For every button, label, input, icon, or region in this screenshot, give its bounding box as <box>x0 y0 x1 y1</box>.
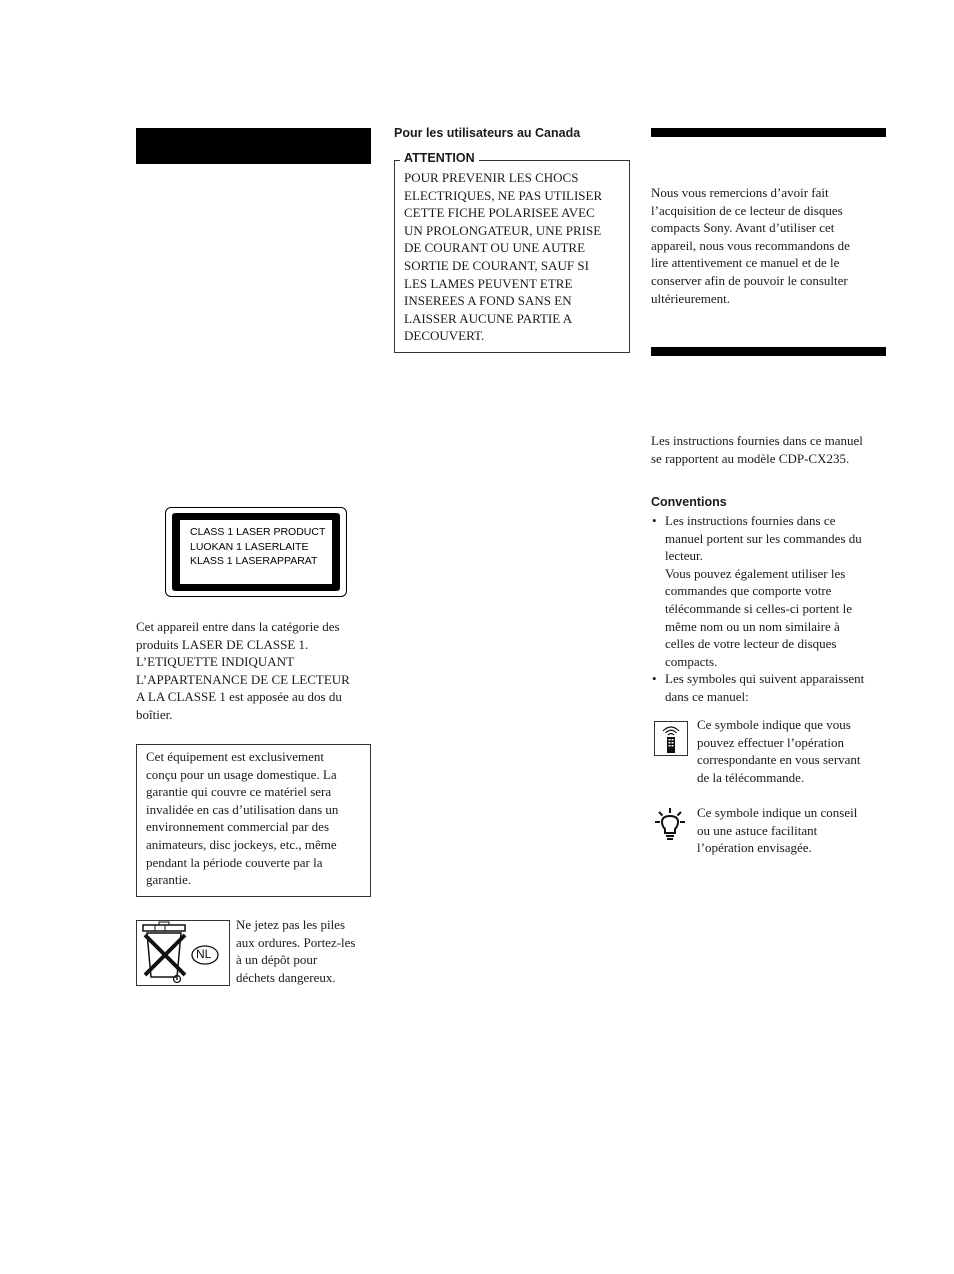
attention-text <box>404 169 626 345</box>
text-line: Vous pouvez également utiliser les <box>665 565 846 581</box>
text-line: l’opération envisagée. <box>697 840 812 856</box>
conventions-list <box>651 512 887 706</box>
text-line: POUR PREVENIR LES CHOCS <box>404 170 579 185</box>
text-line: conçu pour un usage domestique. La <box>146 766 337 782</box>
battery-disposal-symbol <box>136 920 230 986</box>
text-line: télécommande si celles-ci portent le <box>665 600 852 616</box>
attention-label: ATTENTION <box>400 151 479 165</box>
text-line: Ce symbole indique que vous <box>697 717 851 732</box>
text-line: lecteur. <box>665 548 703 564</box>
text-line: DE COURANT OU UNE AUTRE <box>404 240 586 256</box>
text-line: celles de votre lecteur de disques <box>665 636 837 652</box>
text-line: animateurs, disc jockeys, etc., même <box>146 836 337 852</box>
text-line: ultérieurement. <box>651 290 731 306</box>
text-line: Cet équipement est exclusivement <box>146 749 324 764</box>
conventions-heading: Conventions <box>651 495 727 509</box>
section-divider-bar <box>651 347 886 356</box>
bullet-mark: • <box>652 513 657 528</box>
text-line: garantie qui couvre ce matériel sera <box>146 784 332 800</box>
remote-symbol-description <box>697 716 887 786</box>
list-item <box>651 512 887 565</box>
text-line: se rapportent au modèle CDP-CX235. <box>651 450 850 466</box>
text-line: compacts. <box>665 653 718 669</box>
text-line: L’ETIQUETTE INDIQUANT <box>136 654 295 670</box>
tip-symbol-description <box>697 804 887 857</box>
text-line: dans ce manuel: <box>665 688 749 704</box>
model-paragraph <box>651 432 887 467</box>
text-line: appareil, nous vous recommandons de <box>651 237 850 253</box>
laser-label-line: KLASS 1 LASERAPPARAT <box>190 555 318 567</box>
text-line: invalidée en cas d’utilisation dans un <box>146 801 339 817</box>
text-line: SORTIE DE COURANT, SAUF SI <box>404 257 589 273</box>
remote-control-icon <box>654 721 688 756</box>
section-header-bar <box>136 128 371 164</box>
warranty-notice-box <box>136 744 371 897</box>
text-line: Nous vous remercions d’avoir fait <box>651 185 829 200</box>
text-line: DECOUVERT. <box>404 328 485 344</box>
text-line: l’acquisition de ce lecteur de disques <box>651 202 843 218</box>
text-line: Les instructions fournies dans ce <box>665 513 836 528</box>
text-line: UN PROLONGATEUR, UNE PRISE <box>404 222 602 238</box>
laser-class-paragraph <box>136 618 372 724</box>
battery-country-badge: NL <box>196 947 212 961</box>
text-line: conserver afin de pouvoir le consulter <box>651 272 848 288</box>
laser-label-line: CLASS 1 LASER PRODUCT <box>190 526 326 538</box>
laser-class-label <box>180 520 332 584</box>
crossed-bin-icon <box>137 921 229 985</box>
text-line: L’APPARTENANCE DE CE LECTEUR <box>136 671 350 687</box>
light-bulb-icon <box>654 807 686 843</box>
canada-users-heading: Pour les utilisateurs au Canada <box>394 126 581 140</box>
text-line: Ce symbole indique un conseil <box>697 805 858 820</box>
text-line: déchets dangereux. <box>236 969 336 985</box>
laser-label-line: LUOKAN 1 LASERLAITE <box>190 540 309 553</box>
list-item-continuation <box>651 565 887 671</box>
text-line: produits LASER DE CLASSE 1. <box>136 636 309 652</box>
text-line: compacts Sony. Avant d’utiliser cet <box>651 220 835 236</box>
text-line: INSEREES A FOND SANS EN <box>404 293 572 309</box>
text-line: LAISSER AUCUNE PARTIE A <box>404 310 573 326</box>
section-divider-bar <box>651 128 886 137</box>
text-line: aux ordures. Portez-les <box>236 934 356 950</box>
text-line: environnement commercial par des <box>146 819 330 835</box>
text-line: correspondante en vous servant <box>697 752 861 768</box>
text-line: CETTE FICHE POLARISEE AVEC <box>404 205 595 221</box>
battery-disposal-text <box>236 916 376 986</box>
text-line: pouvez effectuer l’opération <box>697 734 845 750</box>
text-line: garantie. <box>146 872 192 888</box>
text-line: LES LAMES PEUVENT ETRE <box>404 275 573 291</box>
text-line: commandes que comporte votre <box>665 583 832 599</box>
text-line: de la télécommande. <box>697 769 805 785</box>
text-line: ou une astuce facilitant <box>697 822 818 838</box>
text-line: Ne jetez pas les piles <box>236 917 346 932</box>
text-line: A LA CLASSE 1 est apposée au dos du <box>136 689 342 705</box>
intro-paragraph <box>651 184 887 307</box>
text-line: boîtier. <box>136 706 173 722</box>
text-line: Les instructions fournies dans ce manuel <box>651 433 863 448</box>
list-item <box>651 670 887 705</box>
text-line: Les symboles qui suivent apparaissent <box>665 671 865 687</box>
text-line: lire attentivement ce manuel et de le <box>651 255 840 271</box>
text-line: ELECTRIQUES, NE PAS UTILISER <box>404 187 603 203</box>
text-line: pendant la période couverte par la <box>146 854 323 870</box>
text-line: Cet appareil entre dans la catégorie des <box>136 619 340 634</box>
text-line: à un dépôt pour <box>236 952 318 968</box>
text-line: même nom ou un nom similaire à <box>665 618 840 634</box>
bullet-mark: • <box>652 671 657 687</box>
text-line: manuel portent sur les commandes du <box>665 530 862 546</box>
